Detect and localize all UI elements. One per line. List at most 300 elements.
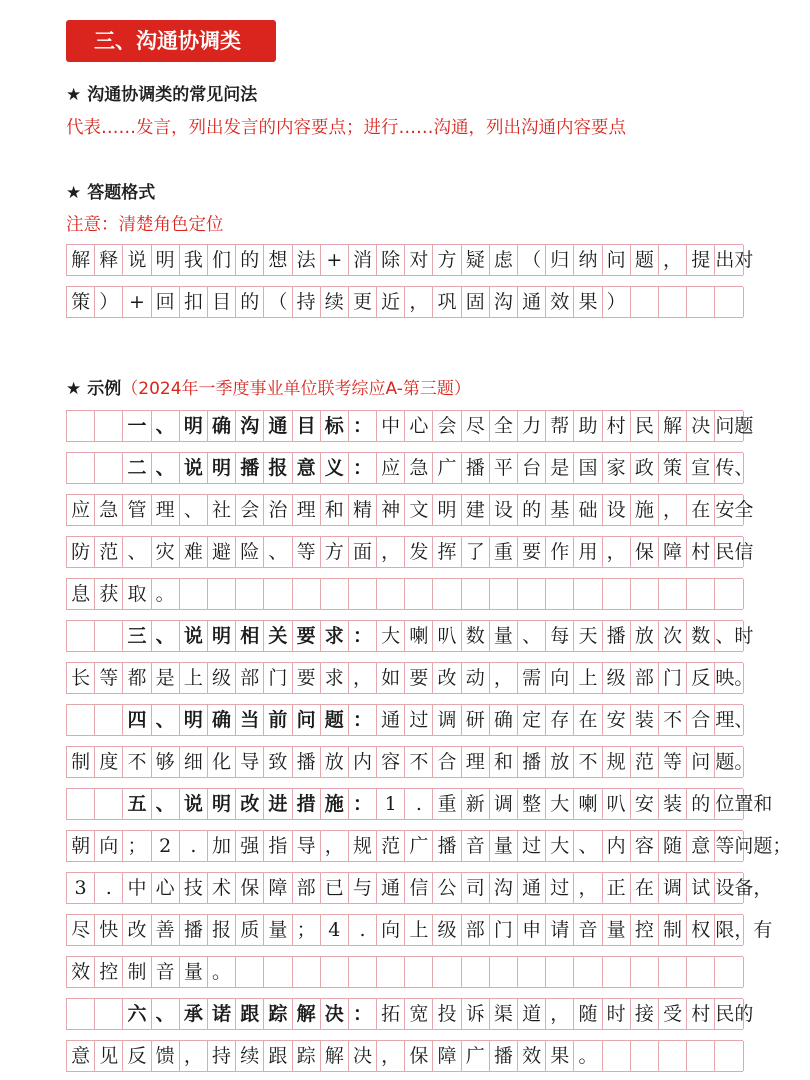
grid-cell: 三	[123, 621, 151, 651]
grid-cell: 家	[603, 453, 631, 483]
grid-cell: 映。	[715, 663, 743, 693]
grid-cell	[518, 957, 546, 987]
grid-row	[66, 286, 743, 318]
grid-cell: 踪	[293, 1041, 321, 1071]
format-answer-grid	[66, 244, 754, 328]
grid-cell: 要	[293, 663, 321, 693]
grid-cell: 安全	[715, 495, 743, 525]
grid-cell: 设备，	[715, 873, 743, 903]
grid-cell: 果	[574, 287, 602, 317]
grid-cell: 义	[321, 453, 349, 483]
grid-cell: .	[180, 831, 208, 861]
grid-cell: 题	[631, 245, 659, 275]
grid-cell: 播	[433, 831, 461, 861]
grid-cell: 喇	[574, 789, 602, 819]
grid-cell: 改	[433, 663, 461, 693]
grid-cell: 固	[462, 287, 490, 317]
grid-cell: 疑	[462, 245, 490, 275]
grid-cell: ，	[377, 537, 405, 567]
grid-cell: 向	[377, 915, 405, 945]
grid-cell: 制	[659, 915, 687, 945]
grid-cell: 数	[462, 621, 490, 651]
grid-cell	[574, 957, 602, 987]
grid-cell: 司	[462, 873, 490, 903]
grid-cell: 明	[152, 245, 180, 275]
grid-cell: 通	[518, 287, 546, 317]
grid-cell	[659, 579, 687, 609]
grid-cell: 通	[264, 411, 292, 441]
grid-cell: 放	[321, 747, 349, 777]
grid-cell: 、	[264, 537, 292, 567]
grid-cell: 决	[349, 1041, 377, 1071]
grid-cell: 确	[490, 705, 518, 735]
grid-cell: 部	[236, 663, 264, 693]
grid-cell: 效	[546, 287, 574, 317]
grid-cell: 播	[180, 915, 208, 945]
grid-cell: 部	[462, 915, 490, 945]
grid-cell: ：	[349, 453, 377, 483]
grid-cell: ：	[349, 999, 377, 1029]
grid-cell: 传、	[715, 453, 743, 483]
grid-cell: 前	[264, 705, 292, 735]
grid-cell: 动	[462, 663, 490, 693]
grid-cell: 我	[180, 245, 208, 275]
grid-cell: 向	[95, 831, 123, 861]
format-heading-text: 答题格式	[87, 183, 156, 203]
grid-cell: 明	[208, 453, 236, 483]
grid-cell: 随	[659, 831, 687, 861]
grid-cell: 控	[95, 957, 123, 987]
grid-cell	[349, 957, 377, 987]
grid-cell: 反	[123, 1041, 151, 1071]
grid-cell: 宽	[405, 999, 433, 1029]
grid-cell: 朝	[67, 831, 95, 861]
grid-cell: 获	[95, 579, 123, 609]
grid-cell: 度	[95, 747, 123, 777]
grid-cell: 、	[152, 705, 180, 735]
grid-cell: 拓	[377, 999, 405, 1029]
grid-cell	[715, 579, 743, 609]
grid-cell: 数	[687, 621, 715, 651]
grid-cell: 目	[293, 411, 321, 441]
grid-cell	[67, 411, 95, 441]
grid-cell: 试	[687, 873, 715, 903]
grid-cell: 上	[180, 663, 208, 693]
grid-cell: 确	[208, 705, 236, 735]
grid-cell: 沟	[490, 873, 518, 903]
grid-cell: 正	[603, 873, 631, 903]
grid-cell: 要	[405, 663, 433, 693]
grid-cell	[377, 957, 405, 987]
grid-cell: 、	[123, 537, 151, 567]
grid-cell: 相	[236, 621, 264, 651]
grid-cell: 会	[236, 495, 264, 525]
grid-cell: 导	[236, 747, 264, 777]
grid-cell: ，	[490, 663, 518, 693]
grid-cell	[67, 789, 95, 819]
grid-cell: ，	[349, 663, 377, 693]
grid-cell	[67, 453, 95, 483]
grid-row	[66, 494, 754, 526]
grid-cell: 定	[518, 705, 546, 735]
grid-cell: 解	[67, 245, 95, 275]
grid-cell: 上	[405, 915, 433, 945]
grid-cell: 量	[180, 957, 208, 987]
grid-cell: 村	[687, 537, 715, 567]
grid-cell: 国	[574, 453, 602, 483]
grid-cell: 发	[405, 537, 433, 567]
grid-cell: 每	[546, 621, 574, 651]
grid-cell: 回	[152, 287, 180, 317]
grid-cell	[95, 705, 123, 735]
grid-cell: 的	[518, 495, 546, 525]
grid-cell	[293, 579, 321, 609]
grid-cell	[321, 579, 349, 609]
grid-cell	[95, 999, 123, 1029]
grid-cell: 指	[264, 831, 292, 861]
grid-cell: 安	[603, 705, 631, 735]
grid-cell: 取	[123, 579, 151, 609]
grid-cell: 设	[603, 495, 631, 525]
grid-cell: 求	[321, 663, 349, 693]
grid-cell: 理	[462, 747, 490, 777]
grid-cell	[180, 579, 208, 609]
grid-cell: ，	[603, 537, 631, 567]
grid-cell: 播	[490, 1041, 518, 1071]
grid-cell: 施	[631, 495, 659, 525]
grid-cell: 神	[377, 495, 405, 525]
grid-row	[66, 956, 743, 988]
grid-cell: 、	[152, 411, 180, 441]
grid-row	[66, 704, 754, 736]
grid-cell: 合	[687, 705, 715, 735]
grid-cell	[95, 621, 123, 651]
grid-cell: 制	[67, 747, 95, 777]
grid-cell: 部	[631, 663, 659, 693]
grid-cell: ：	[349, 705, 377, 735]
example-heading-text: 示例	[87, 379, 122, 399]
grid-cell: 内	[349, 747, 377, 777]
grid-cell: 善	[152, 915, 180, 945]
grid-cell: 想	[264, 245, 292, 275]
grid-cell: .	[405, 789, 433, 819]
example-answer-grid	[66, 410, 792, 1080]
grid-cell: 通	[377, 873, 405, 903]
grid-cell: 中	[123, 873, 151, 903]
grid-cell: 、	[518, 621, 546, 651]
grid-cell	[574, 579, 602, 609]
grid-cell: 新	[462, 789, 490, 819]
grid-cell: 音	[462, 831, 490, 861]
grid-cell	[546, 957, 574, 987]
grid-cell	[490, 579, 518, 609]
grid-cell: 限，有	[715, 915, 743, 945]
grid-cell: 基	[546, 495, 574, 525]
star-icon: ★	[66, 85, 82, 105]
grid-row	[66, 620, 754, 652]
grid-cell: 续	[321, 287, 349, 317]
grid-cell: 当	[236, 705, 264, 735]
grid-cell: 3	[67, 873, 95, 903]
grid-cell: 精	[349, 495, 377, 525]
grid-cell: 政	[631, 453, 659, 483]
grid-cell: ，	[546, 999, 574, 1029]
grid-cell: 级	[208, 663, 236, 693]
grid-cell: （	[264, 287, 292, 317]
grid-cell: 随	[574, 999, 602, 1029]
grid-row	[66, 244, 754, 276]
grid-cell: 纳	[574, 245, 602, 275]
grid-cell: 范	[631, 747, 659, 777]
grid-cell	[433, 579, 461, 609]
grid-cell: 障	[659, 537, 687, 567]
grid-cell: 管	[123, 495, 151, 525]
grid-cell: 大	[546, 831, 574, 861]
grid-cell	[67, 621, 95, 651]
grid-cell: 帮	[546, 411, 574, 441]
grid-cell	[631, 1041, 659, 1071]
grid-cell: 关	[264, 621, 292, 651]
grid-cell: 更	[349, 287, 377, 317]
grid-cell: 村	[603, 411, 631, 441]
grid-cell: ，	[180, 1041, 208, 1071]
grid-cell: 叭	[433, 621, 461, 651]
grid-cell	[264, 579, 292, 609]
grid-cell: 问	[603, 245, 631, 275]
grid-cell: 过	[546, 873, 574, 903]
grid-cell: 、	[574, 831, 602, 861]
grid-cell: 理、	[715, 705, 743, 735]
grid-cell: 治	[264, 495, 292, 525]
grid-cell: 明	[180, 411, 208, 441]
grid-cell: 的	[687, 789, 715, 819]
grid-cell: 面	[349, 537, 377, 567]
grid-cell: 解	[659, 411, 687, 441]
grid-cell	[95, 453, 123, 483]
grid-cell: 、时	[715, 621, 743, 651]
grid-cell: 在	[687, 495, 715, 525]
grid-row	[66, 830, 792, 862]
grid-cell: ：	[349, 621, 377, 651]
grid-cell: 向	[546, 663, 574, 693]
grid-cell: 保	[405, 1041, 433, 1071]
grid-cell	[67, 705, 95, 735]
grid-cell: 量	[490, 621, 518, 651]
grid-cell: 喇	[405, 621, 433, 651]
grid-cell: 受	[659, 999, 687, 1029]
grid-cell: 灾	[152, 537, 180, 567]
grid-cell: .	[95, 873, 123, 903]
grid-cell: 等	[95, 663, 123, 693]
grid-cell	[95, 411, 123, 441]
grid-cell: 馈	[152, 1041, 180, 1071]
example-heading	[66, 374, 471, 399]
grid-cell	[603, 1041, 631, 1071]
grid-cell: 跟	[264, 1041, 292, 1071]
grid-cell: 改	[236, 789, 264, 819]
grid-cell: 续	[236, 1041, 264, 1071]
grid-cell: 了	[462, 537, 490, 567]
grid-cell: 与	[349, 873, 377, 903]
grid-cell	[95, 789, 123, 819]
grid-cell: 音	[574, 915, 602, 945]
grid-cell	[715, 957, 743, 987]
grid-cell	[687, 287, 715, 317]
grid-cell	[518, 579, 546, 609]
grid-cell: 报	[208, 915, 236, 945]
grid-cell: 存	[546, 705, 574, 735]
grid-cell: 村	[687, 999, 715, 1029]
grid-cell: 广	[462, 1041, 490, 1071]
grid-cell: 尽	[67, 915, 95, 945]
grid-cell: 方	[433, 245, 461, 275]
grid-cell: 效	[67, 957, 95, 987]
grid-cell: 们	[208, 245, 236, 275]
grid-cell: ）	[95, 287, 123, 317]
grid-cell: 都	[123, 663, 151, 693]
grid-cell: 险	[236, 537, 264, 567]
grid-cell: 应	[67, 495, 95, 525]
grid-cell: 决	[321, 999, 349, 1029]
grid-cell: 释	[95, 245, 123, 275]
grid-cell: 设	[490, 495, 518, 525]
grid-cell: .	[349, 915, 377, 945]
grid-cell: 门	[264, 663, 292, 693]
grid-cell: 1	[377, 789, 405, 819]
grid-cell: 叭	[603, 789, 631, 819]
grid-cell	[631, 957, 659, 987]
grid-cell: 量	[490, 831, 518, 861]
grid-cell: 一	[123, 411, 151, 441]
grid-cell: 的	[236, 287, 264, 317]
star-icon: ★	[66, 183, 82, 203]
grid-cell: 时	[603, 999, 631, 1029]
grid-cell: 合	[433, 747, 461, 777]
grid-cell: 音	[152, 957, 180, 987]
grid-cell: 导	[293, 831, 321, 861]
grid-cell: 施	[321, 789, 349, 819]
grid-cell: 扣	[180, 287, 208, 317]
grid-row	[66, 662, 754, 694]
grid-cell: 理	[293, 495, 321, 525]
grid-cell: 是	[546, 453, 574, 483]
grid-cell: 心	[405, 411, 433, 441]
grid-cell: 如	[377, 663, 405, 693]
grid-cell: 力	[518, 411, 546, 441]
grid-cell: 质	[236, 915, 264, 945]
grid-cell: 加	[208, 831, 236, 861]
grid-cell	[603, 579, 631, 609]
grid-cell	[659, 287, 687, 317]
grid-row	[66, 998, 754, 1030]
grid-row	[66, 746, 754, 778]
grid-cell: 规	[603, 747, 631, 777]
grid-cell: 播	[603, 621, 631, 651]
grid-cell: 策	[67, 287, 95, 317]
grid-cell	[377, 579, 405, 609]
grid-cell: 踪	[264, 999, 292, 1029]
grid-cell: 四	[123, 705, 151, 735]
grid-cell: 范	[95, 537, 123, 567]
grid-cell: 要	[518, 537, 546, 567]
grid-cell: 播	[462, 453, 490, 483]
grid-cell	[349, 579, 377, 609]
grid-cell: 难	[180, 537, 208, 567]
grid-cell	[293, 957, 321, 987]
grid-cell: 级	[603, 663, 631, 693]
grid-cell: 天	[574, 621, 602, 651]
grid-cell: 措	[293, 789, 321, 819]
watermark	[660, 1046, 780, 1064]
grid-cell: 等	[293, 537, 321, 567]
grid-cell: 改	[123, 915, 151, 945]
grid-cell: 题	[321, 705, 349, 735]
grid-cell: +	[321, 245, 349, 275]
grid-cell: ）	[603, 287, 631, 317]
grid-cell: 信	[405, 873, 433, 903]
grid-cell: 不	[659, 705, 687, 735]
grid-cell: 沟	[490, 287, 518, 317]
grid-cell: 方	[321, 537, 349, 567]
grid-cell: ，	[405, 287, 433, 317]
grid-cell: 放	[546, 747, 574, 777]
grid-cell: ：	[349, 411, 377, 441]
grid-cell: 障	[433, 1041, 461, 1071]
grid-cell: 决	[687, 411, 715, 441]
grid-cell: 门	[490, 915, 518, 945]
grid-cell: 法	[293, 245, 321, 275]
grid-cell: 解	[321, 1041, 349, 1071]
grid-cell: 快	[95, 915, 123, 945]
grid-cell: 重	[433, 789, 461, 819]
grid-cell: 技	[180, 873, 208, 903]
grid-cell: 效	[518, 1041, 546, 1071]
grid-cell: 果	[546, 1041, 574, 1071]
grid-cell: 目	[208, 287, 236, 317]
grid-cell: 意	[293, 453, 321, 483]
grid-cell: 致	[264, 747, 292, 777]
grid-cell: 2	[152, 831, 180, 861]
grid-cell	[490, 957, 518, 987]
grid-cell: 见	[95, 1041, 123, 1071]
grid-cell: 意	[67, 1041, 95, 1071]
grid-cell: 公	[433, 873, 461, 903]
grid-cell: 除	[377, 245, 405, 275]
grid-cell: 放	[631, 621, 659, 651]
grid-cell	[433, 957, 461, 987]
grid-cell: 投	[433, 999, 461, 1029]
grid-cell: 等	[659, 747, 687, 777]
grid-cell: 是	[152, 663, 180, 693]
grid-cell: 避	[208, 537, 236, 567]
grid-cell: 助	[574, 411, 602, 441]
grid-cell: 说	[180, 621, 208, 651]
grid-cell: 播	[293, 747, 321, 777]
grid-cell: 会	[433, 411, 461, 441]
grid-cell: 、	[152, 789, 180, 819]
grid-cell	[405, 579, 433, 609]
grid-cell: 解	[293, 999, 321, 1029]
grid-cell: 诉	[462, 999, 490, 1029]
grid-cell: 虑	[490, 245, 518, 275]
grid-cell: 问题	[715, 411, 743, 441]
grid-cell: 申	[518, 915, 546, 945]
grid-cell: ；	[123, 831, 151, 861]
grid-cell: 。	[574, 1041, 602, 1071]
grid-row	[66, 578, 743, 610]
grid-cell: 调	[490, 789, 518, 819]
grid-cell: ，	[377, 1041, 405, 1071]
